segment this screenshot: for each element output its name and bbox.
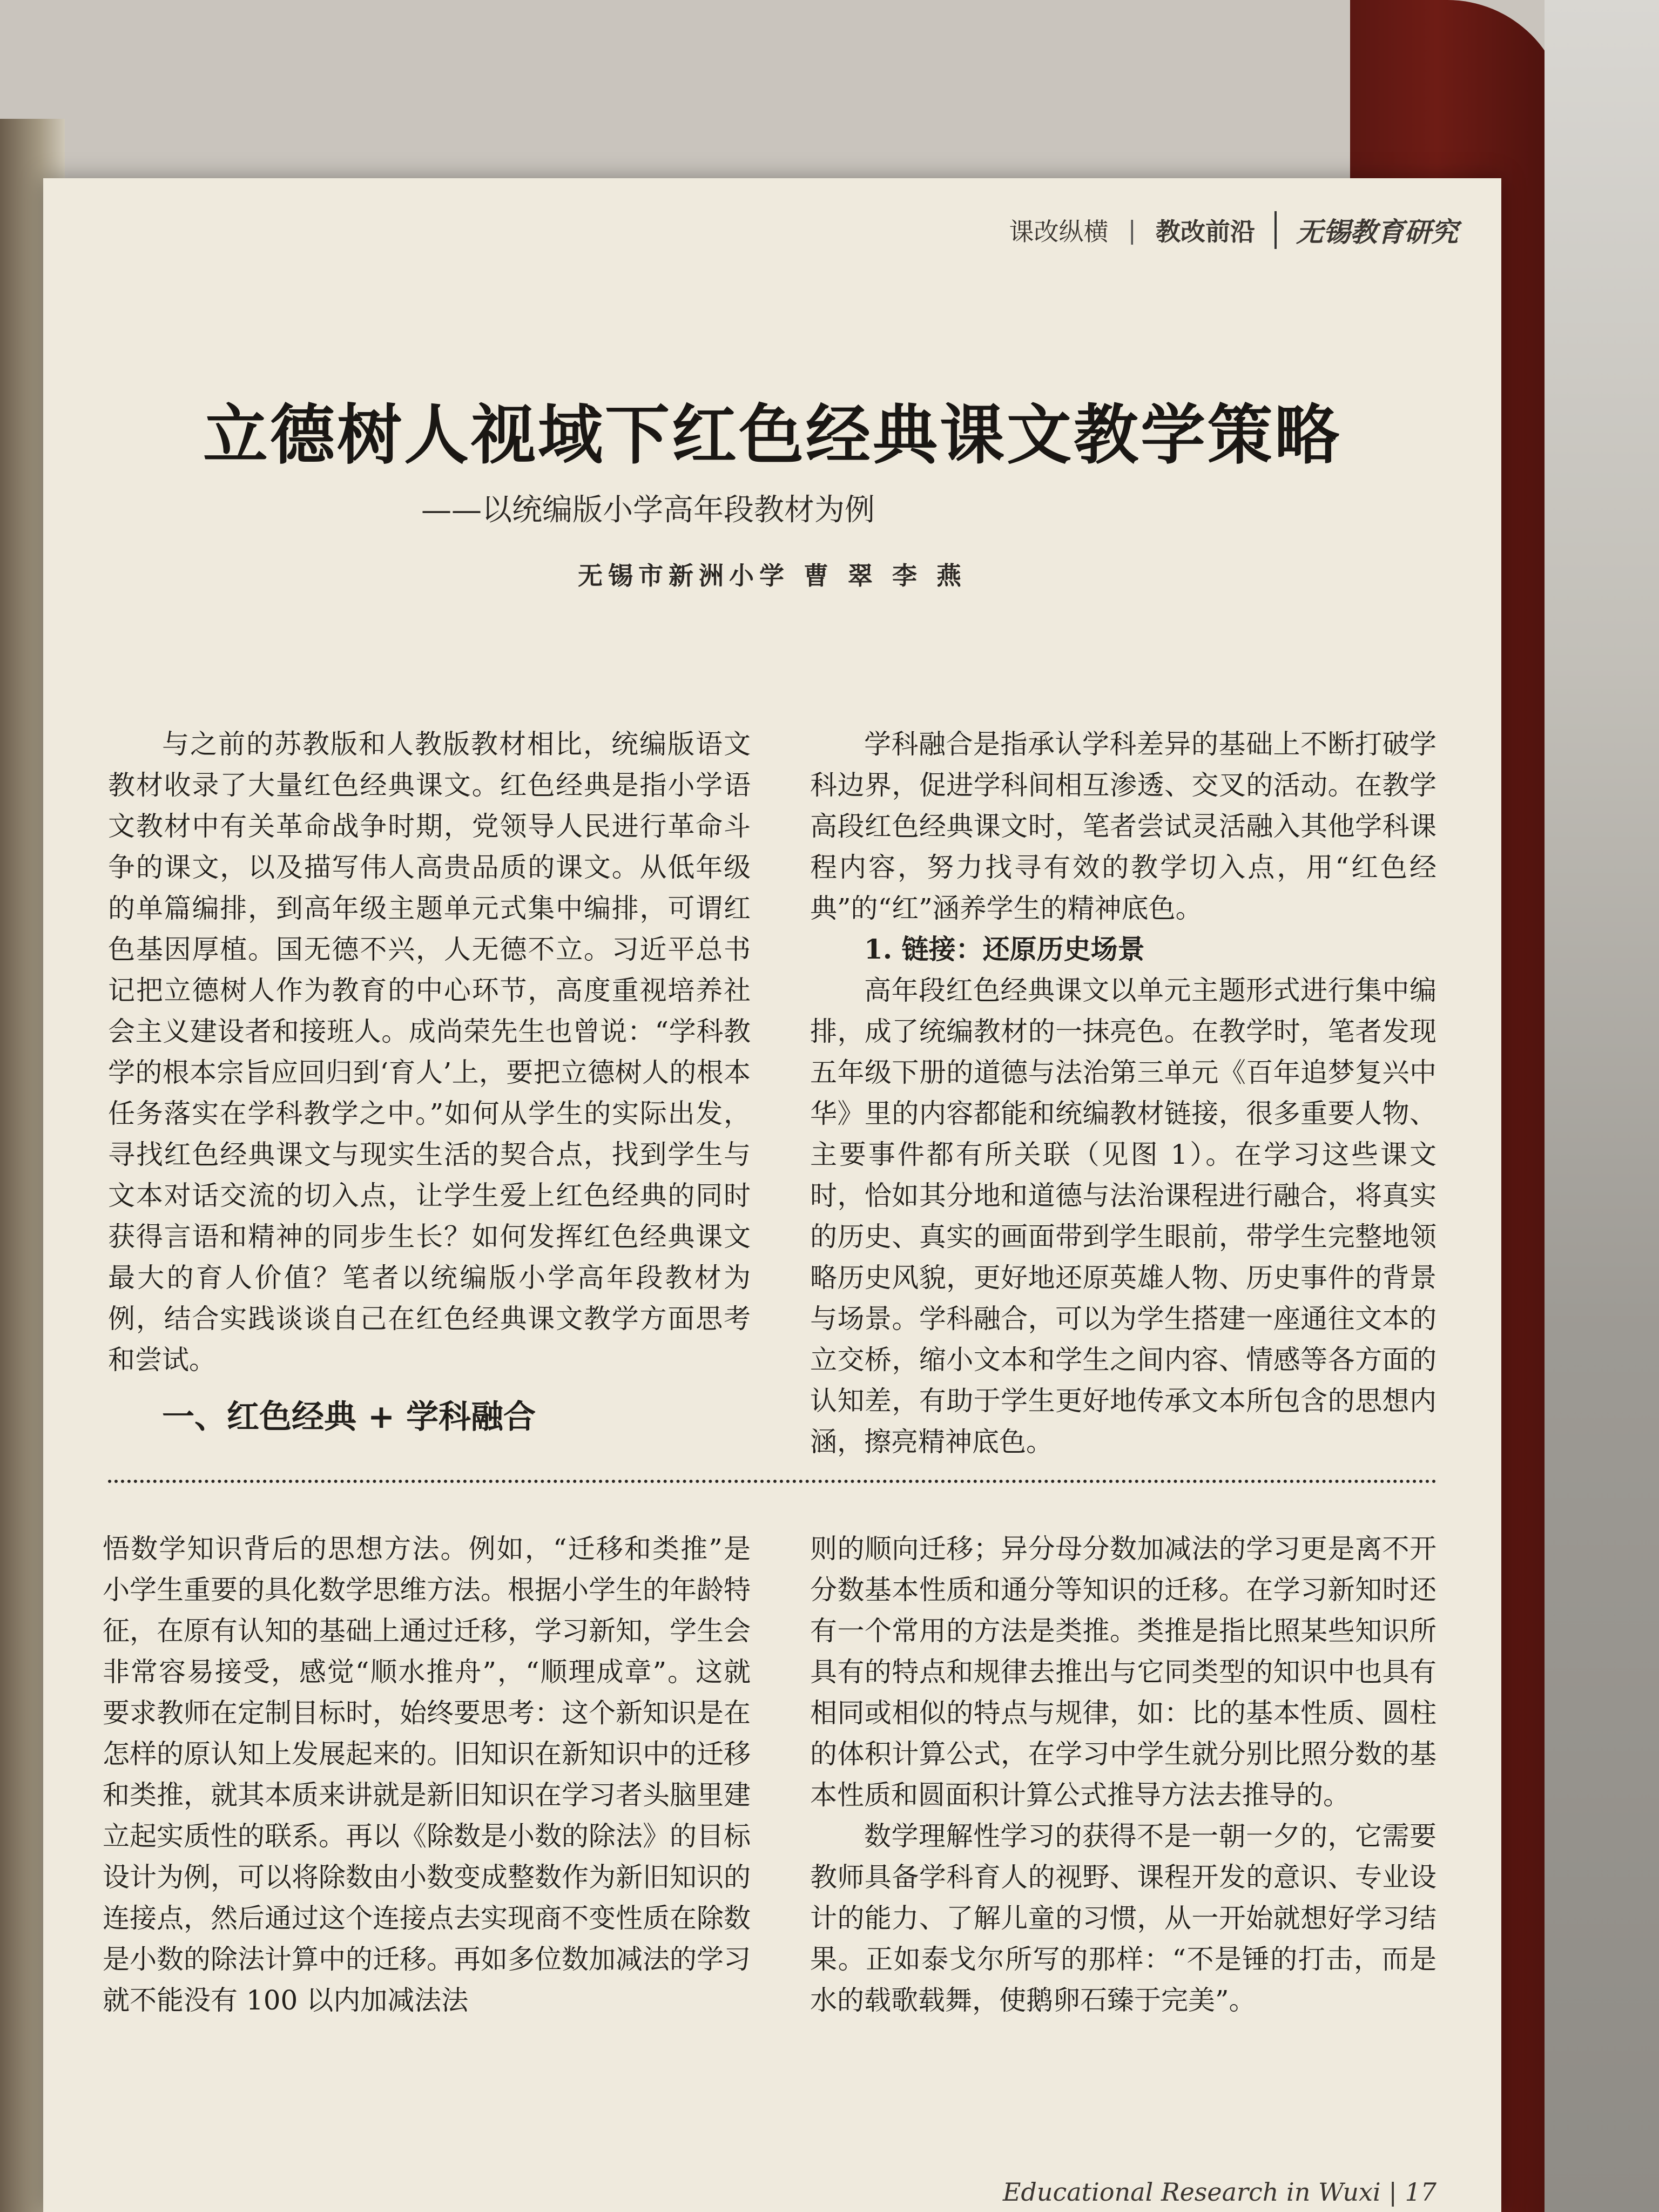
running-header: [1009, 211, 1459, 249]
header-separator: |: [1128, 215, 1136, 245]
body-paragraph: 悟数学知识背后的思想方法。例如，“迁移和类推”是小学生重要的具化数学思维方法。根据小学生的年龄特征，在原有认知的基础上通过迁移，学习新知，学生会非常容易接受，感觉“顺水推舟”，“顺理成章”。这就要求教师在定制目标时，始终要思考：这个新知识是在怎样的原认知上发展起来的。旧知识在新知识中的迁移和类推，就其本质来讲就是新旧知识在学习者头脑里建立起实质性的联系。再以《除数是小数的除法》的目标设计为例，可以将除数由小数变成整数作为新旧知识的连接点，然后通过这个连接点去实现商不变性质在除数是小数的除法计算中的迁移。再如多位数加减法的学习就不能没有 100 以内加减法法: [103, 1533, 751, 2016]
body-paragraph: 数学理解性学习的获得不是一朝一夕的，它需要教师具备学科育人的视野、课程开发的意识、专业设计的能力、了解儿童的习惯，从一开始就想好学习结果。正如泰戈尔所写的那样：“不是锤的打击，而是水的载歌载舞，使鹅卵石臻于完美”。: [810, 1820, 1437, 2016]
magazine-page: [43, 178, 1501, 2212]
article-authors: 无锡市新洲小学 曹 翠 李 燕: [577, 561, 967, 590]
body-paragraph: 学科融合是指承认学科差异的基础上不断打破学科边界，促进学科间相互渗透、交叉的活动。在教学高段红色经典课文时，笔者尝试灵活融入其他学科课程内容，努力找寻有效的教学切入点，用“红色经典”的“红”涵养学生的精神底色。: [810, 729, 1437, 924]
lower-left-column: [103, 1528, 751, 2021]
floor-tile-background: [1545, 0, 1659, 2212]
dotted-divider: [108, 1480, 1437, 1483]
article-title: 立德树人视域下红色经典课文教学策略: [203, 397, 1341, 473]
article-subtitle: ——以统编版小学高年段教材为例: [421, 493, 875, 528]
header-section: 课改纵横: [1009, 217, 1109, 246]
lower-right-column: [810, 1528, 1437, 2021]
header-divider-bar: [1274, 211, 1277, 249]
body-paragraph: 则的顺向迁移；异分母分数加减法的学习更是离不开分数基本性质和通分等知识的迁移。在学习新知时还有一个常用的方法是类推。类推是指比照某些知识所具有的特点和规律去推出与它同类型的知识中也具有相同或相似的特点与规律，如：比的基本性质、圆柱的体积计算公式，在学习中学生就分别比照分数的基本性质和圆面积计算公式推导方法去推导的。: [810, 1533, 1437, 1811]
header-column: 教改前沿: [1156, 217, 1255, 246]
left-column: [108, 724, 751, 1448]
journal-name: 无锡教育研究: [1296, 216, 1458, 248]
section-heading: 一、红色经典 + 学科融合: [162, 1398, 536, 1436]
body-paragraph: 高年段红色经典课文以单元主题形式进行集中编排，成了统编教材的一抹亮色。在教学时，笔者发现五年级下册的道德与法治第三单元《百年追梦复兴中华》里的内容都能和统编教材链接，很多重要人物、主要事件都有所关联（见图 1）。在学习这些课文时，恰如其分地和道德与法治课程进行融合，将真实的历史、真实的画面带到学生眼前，带学生完整地领略历史风貌，更好地还原英雄人物、历史事件的背景与场景。学科融合，可以为学生搭建一座通往文本的立交桥，缩小文本和学生之间内容、情感等各方面的认知差，有助于学生更好地传承文本所包含的思想内涵，擦亮精神底色。: [810, 975, 1437, 1458]
intro-paragraph: 与之前的苏教版和人教版教材相比，统编版语文教材收录了大量红色经典课文。红色经典是指小学语文教材中有关革命战争时期，党领导人民进行革命斗争的课文，以及描写伟人高贵品质的课文。从低年级的单篇编排，到高年级主题单元式集中编排，可谓红色基因厚植。国无德不兴，人无德不立。习近平总书记把立德树人作为教育的中心环节，高度重视培养社会主义建设者和接班人。成尚荣先生也曾说：“学科教学的根本宗旨应回归到‘育人’上，要把立德树人的根本任务落实在学科教学之中。”如何从学生的实际出发，寻找红色经典课文与现实生活的契合点，找到学生与文本对话交流的切入点，让学生爱上红色经典的同时获得言语和精神的同步生长？如何发挥红色经典课文最大的育人价值？笔者以统编版小学高年段教材为例，结合实践谈谈自己在红色经典课文教学方面思考和尝试。: [108, 729, 751, 1375]
page-footer: Educational Research in Wuxi | 17: [1002, 2177, 1437, 2207]
sub-heading: 1. 链接：还原历史场景: [864, 933, 1145, 965]
right-column: [810, 724, 1437, 1462]
